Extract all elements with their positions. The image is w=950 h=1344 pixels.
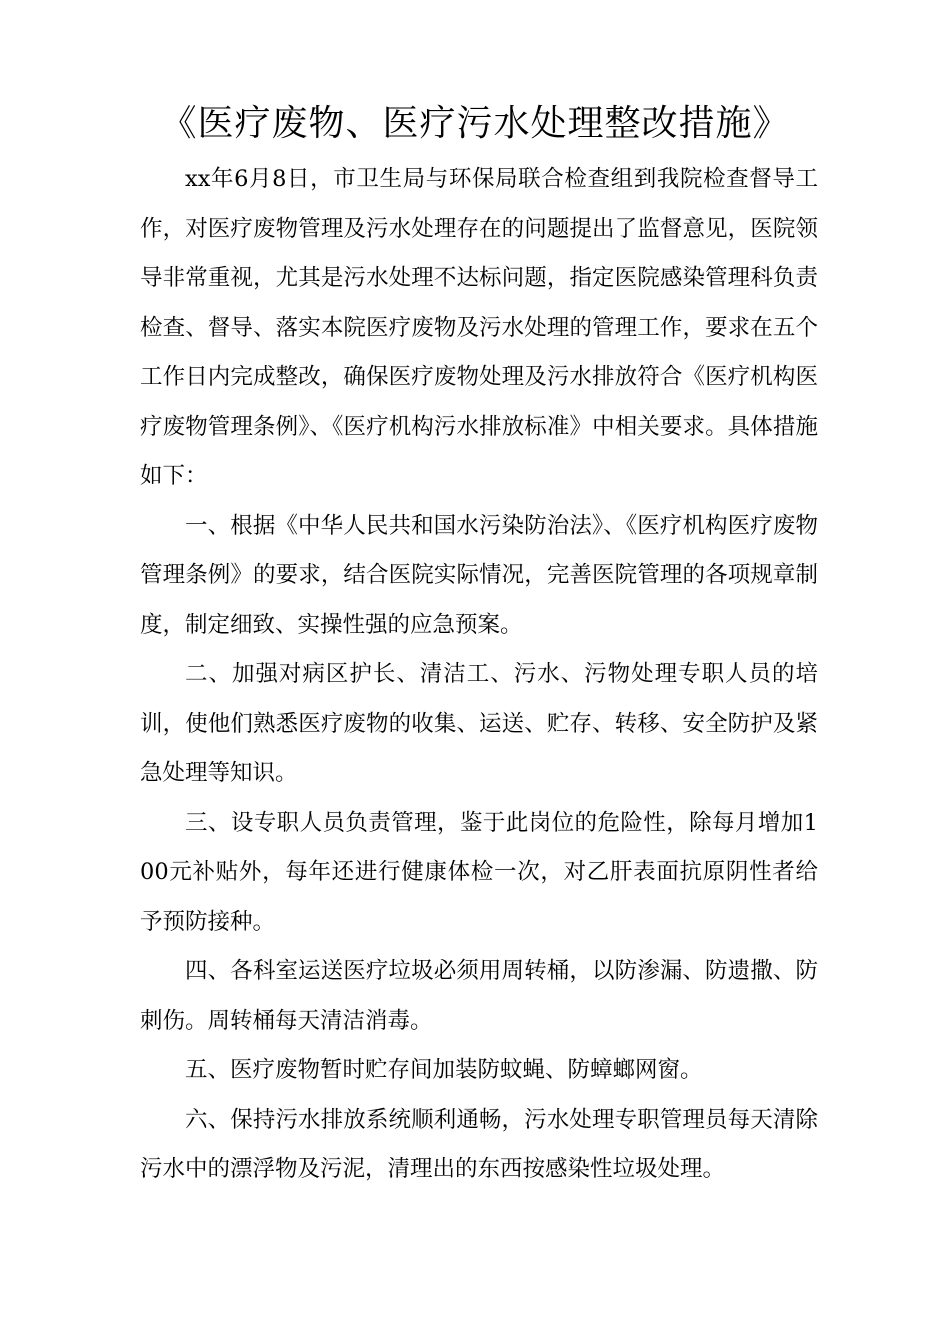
paragraph-intro: xx年6月8日，市卫生局与环保局联合检查组到我院检查督导工作，对医疗废物管理及污水处理存在的问题提出了监督意见，医院领导非常重视，尤其是污水处理不达标问题，指定医院感染管理科负责检查、督导、落实本院医疗废物及污水处理的管理工作，要求在五个工作日内完成整改，确保医疗废物处理及污水排放符合《医疗机构医疗废物管理条例》、《医疗机构污水排放标准》中相关要求。具体措施如下：	[140, 166, 818, 489]
paragraph-measure-5: 五、医疗废物暂时贮存间加装防蚊蝇、防蟑螂网窗。	[185, 1057, 703, 1083]
paragraph-measure-1: 一、根据《中华人民共和国水污染防治法》、《医疗机构医疗废物管理条例》的要求，结合医院实际情况，完善医院管理的各项规章制度，制定细致、实操性强的应急预案。	[140, 512, 818, 638]
document-body	[140, 155, 818, 1195]
paragraph-measure-6: 六、保持污水排放系统顺利通畅，污水处理专职管理员每天清除污水中的漂浮物及污泥，清理出的东西按感染性垃圾处理。	[140, 1106, 818, 1182]
document-title: 《医疗废物、医疗污水处理整改措施》	[160, 103, 790, 144]
paragraph-measure-4: 四、各科室运送医疗垃圾必须用周转桶，以防渗漏、防遗撒、防刺伤。周转桶每天清洁消毒。	[140, 958, 818, 1034]
paragraph-measure-2: 二、加强对病区护长、清洁工、污水、污物处理专职人员的培训，使他们熟悉医疗废物的收集、运送、贮存、转移、安全防护及紧急处理等知识。	[140, 661, 818, 786]
paragraph-measure-3: 三、设专职人员负责管理，鉴于此岗位的危险性，除每月增加100元补贴外，每年还进行健康体检一次，对乙肝表面抗原阴性者给予预防接种。	[140, 809, 818, 935]
